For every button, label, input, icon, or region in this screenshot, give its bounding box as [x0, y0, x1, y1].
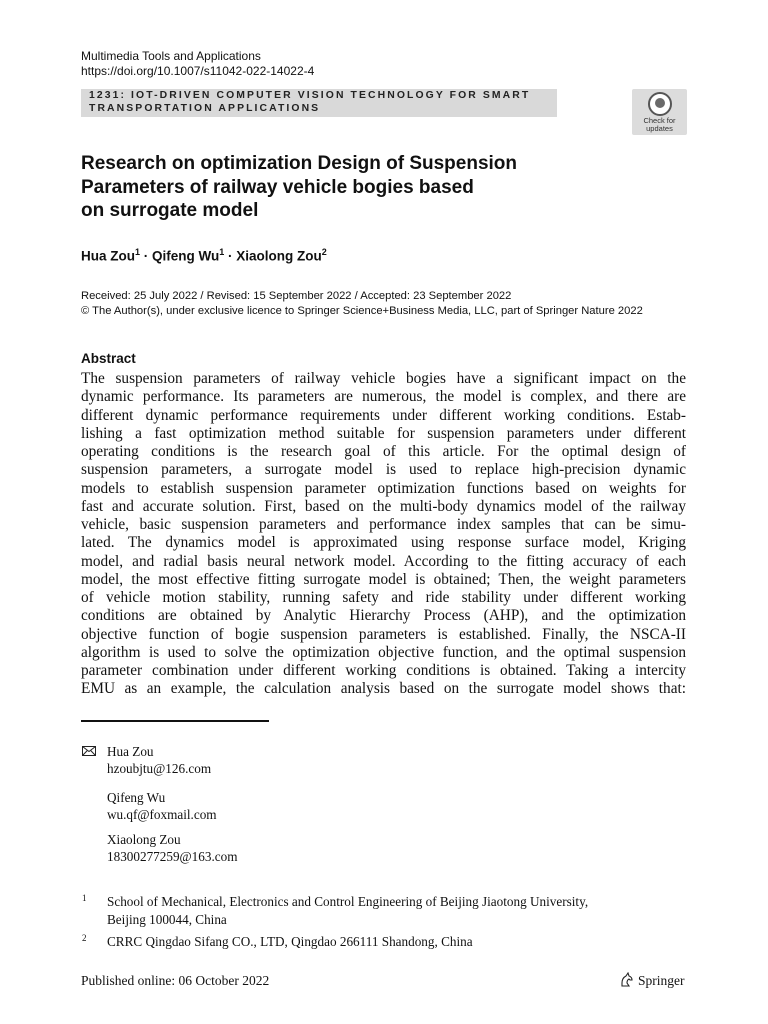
abstract-line: suspension parameters, a surrogate model is used to replace high-precision dynamic: [81, 461, 686, 479]
abstract-line: The suspension parameters of railway vehicle bogies have a significant impact on the: [81, 370, 686, 387]
abstract-line: conditions are obtained by Analytic Hierarchy Process (AHP), and the optimization: [81, 607, 686, 625]
article-history: [81, 289, 691, 319]
publisher-name: Springer: [638, 973, 685, 988]
contact-name: Hua Zou: [107, 744, 154, 759]
contact-email[interactable]: 18300277259@163.com: [107, 849, 238, 864]
abstract-line: model, and radial basis neural network model. According to the fitting accuracy of each: [81, 552, 686, 570]
envelope-icon: [82, 746, 96, 756]
contact-block: [107, 831, 237, 865]
contact-block: [107, 789, 217, 823]
abstract-line: models to establish suspension parameter optimization functions based on weights for: [81, 479, 686, 497]
abstract-body: [81, 370, 686, 699]
affiliation-number: 1: [82, 893, 87, 903]
received-dates: Received: 25 July 2022 / Revised: 15 September 2022 / Accepted: 23 September 2022: [81, 290, 512, 302]
author-name[interactable]: Xiaolong Zou: [236, 248, 322, 264]
banner-line-1: 1231: IOT-DRIVEN COMPUTER VISION TECHNOLOGY FOR SMART: [89, 90, 531, 101]
contact-name: Xiaolong Zou: [107, 832, 181, 847]
copyright-notice: © The Author(s), under exclusive licence to Springer Science+Business Media, LLC, part of Springer Nature 2022: [81, 305, 643, 317]
footnote-divider: [81, 720, 269, 722]
contact-block: [107, 743, 211, 777]
author-separator: ·: [140, 248, 153, 264]
journal-name: Multimedia Tools and Applications: [81, 49, 261, 63]
abstract-line: dynamic performance. Its parameters are numerous, the model is complex, and there are: [81, 388, 686, 406]
abstract-line: lishing a fast optimization method suitable for suspension parameters under different: [81, 424, 686, 442]
affiliation-marker: 2: [321, 247, 327, 257]
abstract-line: of vehicle motion stability, running safety and ride stability under different working: [81, 589, 686, 606]
abstract-line: fast and accurate solution. First, based on the multi-body dynamics model of the railway: [81, 497, 686, 515]
abstract-line: EMU as an example, the calculation analysis based on the surrogate model shows that:: [81, 680, 686, 698]
topical-collection-banner: [81, 89, 557, 117]
check-for-updates-button[interactable]: [632, 89, 687, 135]
affiliation-line: Beijing 100044, China: [107, 912, 227, 927]
affiliation: [107, 893, 667, 929]
affiliation-line: CRRC Qingdao Sifang CO., LTD, Qingdao 266111 Shandong, China: [107, 934, 473, 949]
contact-name: Qifeng Wu: [107, 790, 166, 805]
check-label-1: Check for: [643, 116, 676, 125]
affiliation: [107, 933, 667, 951]
abstract-line: vehicle, basic suspension parameters and performance index samples that can be simu-: [81, 516, 686, 533]
affiliation-line: School of Mechanical, Electronics and Control Engineering of Beijing Jiaotong University,: [107, 894, 589, 909]
affiliation-marker: 1: [219, 247, 225, 257]
springer-horse-icon: [619, 972, 635, 988]
contact-email[interactable]: wu.qf@foxmail.com: [107, 807, 217, 822]
springer-logo: [619, 972, 685, 989]
article-title: [81, 152, 641, 223]
affiliation-number: 2: [82, 933, 87, 943]
contact-email[interactable]: hzoubjtu@126.com: [107, 761, 212, 776]
abstract-line: objective function of bogie suspension parameters is established. Finally, the NSCA-II: [81, 625, 686, 643]
doi-link[interactable]: https://doi.org/10.1007/s11042-022-14022-4: [81, 64, 315, 78]
published-online: Published online: 06 October 2022: [81, 973, 270, 988]
abstract-line: operating conditions is the research goal of this article. For the optimal design of: [81, 443, 686, 460]
author-name[interactable]: Qifeng Wu: [152, 248, 220, 264]
crossmark-icon: [648, 92, 672, 116]
abstract-heading: Abstract: [81, 351, 136, 366]
abstract-line: parameter combination under different working conditions is obtained. Taking a intercity: [81, 662, 686, 679]
abstract-line: different dynamic performance requirements under different working conditions. Estab-: [81, 406, 686, 424]
abstract-line: lated. The dynamics model is approximated using response surface model, Kriging: [81, 534, 686, 552]
abstract-line: algorithm is used to solve the optimization objective function, and the optimal suspension: [81, 643, 686, 661]
author-separator: ·: [224, 248, 237, 264]
title-line: Parameters of railway vehicle bogies based: [81, 176, 474, 198]
title-line: on surrogate model: [81, 200, 259, 221]
title-line: Research on optimization Design of Suspension: [81, 153, 517, 174]
journal-header: [81, 49, 314, 79]
author-list: [81, 247, 327, 264]
affiliation-marker: 1: [135, 247, 141, 257]
author-name[interactable]: Hua Zou: [81, 248, 135, 264]
banner-line-2: TRANSPORTATION APPLICATIONS: [89, 103, 321, 114]
check-label-2: updates: [646, 124, 673, 133]
abstract-line: model, the most effective fitting surrogate model is obtained; Then, the weight parameters: [81, 570, 686, 588]
